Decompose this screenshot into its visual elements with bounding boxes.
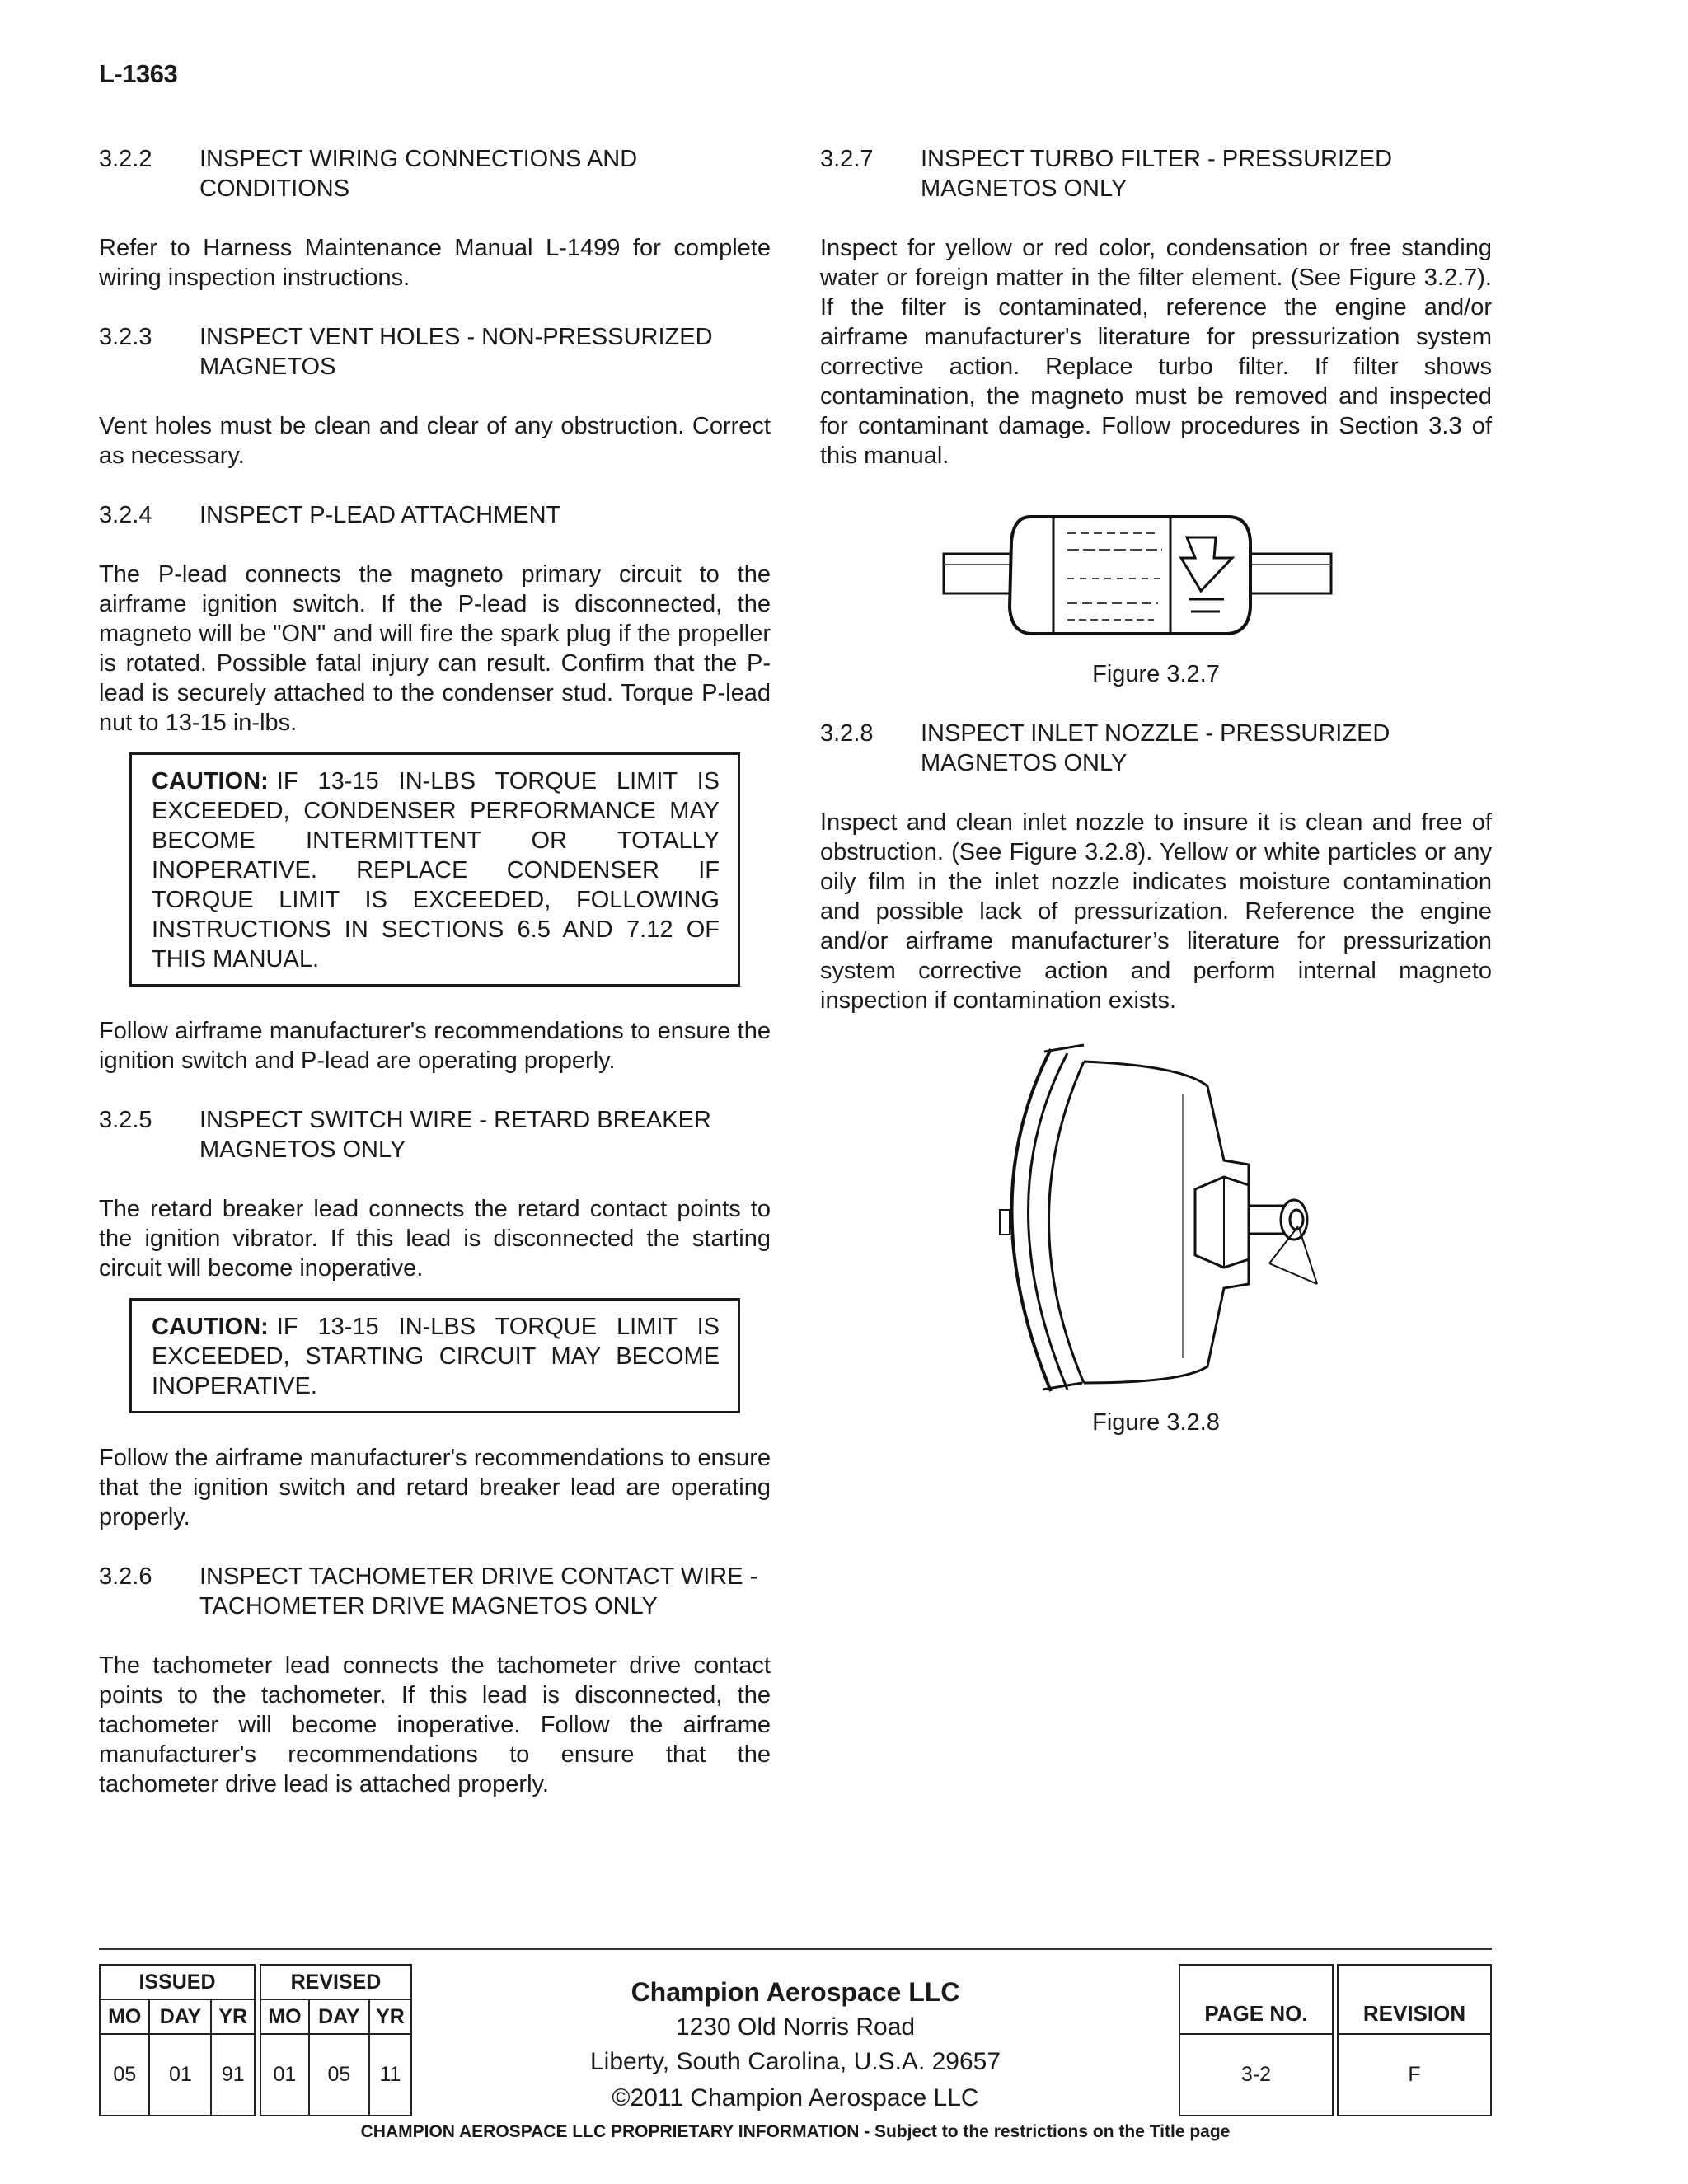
day-header: DAY (309, 1999, 369, 2034)
section-heading-3-2-3 (99, 322, 771, 382)
issued-day: 01 (149, 2034, 211, 2116)
section-number: 3.2.5 (99, 1107, 152, 1133)
revised-table (260, 1964, 412, 2116)
caution-label: CAUTION: (152, 1314, 269, 1340)
page-no-value: 3-2 (1179, 2034, 1333, 2116)
mo-header: MO (260, 1999, 309, 2034)
caution-label: CAUTION: (152, 768, 269, 794)
revised-year: 11 (369, 2034, 411, 2116)
inlet-nozzle-figure (820, 1037, 1492, 1408)
company-block (429, 1964, 1162, 2116)
yr-header: YR (211, 1999, 255, 2034)
day-header: DAY (149, 1999, 211, 2034)
section-title: INSPECT SWITCH WIRE - RETARD BREAKER MAGNETOS ONLY (199, 1107, 711, 1163)
figure-caption: Figure 3.2.8 (1092, 1409, 1220, 1436)
caution-text: IF 13-15 IN-LBS TORQUE LIMIT IS EXCEEDED, CONDENSER PERFORMANCE MAY BECOME INTERMITTENT OR TOTALLY INOPERATIVE. REPLACE CONDENSER IF TORQUE LIMIT IS EXCEEDED, FOLLOWING INSTRUCTIONS IN SECTIONS 6.5 AND 7.12 OF THIS MANUAL. (152, 768, 720, 972)
issued-label: ISSUED (100, 1965, 255, 1999)
company-copyright: ©2011 Champion Aerospace LLC (612, 2084, 979, 2111)
revised-month: 01 (260, 2034, 309, 2116)
company-address-city: Liberty, South Carolina, U.S.A. 29657 (589, 2048, 1001, 2075)
left-column (99, 144, 771, 1829)
section-body-followup: Follow the airframe manufacturer's recommendations to ensure that the ignition switch and retard breaker lead are operating properly. (99, 1445, 771, 1530)
footer-divider (99, 1948, 1492, 1950)
revised-day: 05 (309, 2034, 369, 2116)
section-number: 3.2.7 (820, 146, 874, 172)
section-body: Inspect for yellow or red color, condensation or free standing water or foreign matter in the filter element. (See Figure 3.2.7). If the filter is contaminated, reference the engine and/or airframe manufacturer's literature for pressurization system corrective action. Replace turbo filter. If filter shows contamination, the magneto must be removed and inspected for contaminant damage. Follow procedures in Section 3.3 of this manual. (820, 235, 1492, 469)
mo-header: MO (100, 1999, 149, 2034)
section-title: INSPECT INLET NOZZLE - PRESSURIZED MAGNETOS ONLY (921, 720, 1390, 776)
section-heading-3-2-6 (99, 1562, 771, 1621)
section-number: 3.2.2 (99, 146, 152, 172)
section-body: Refer to Harness Maintenance Manual L-1499 for complete wiring inspection instructions. (99, 235, 771, 291)
section-number: 3.2.4 (99, 502, 152, 528)
document-id: L-1363 (99, 59, 178, 88)
section-body: The retard breaker lead connects the retard contact points to the ignition vibrator. If this lead is disconnected the starting circuit will become inoperative. (99, 1196, 771, 1282)
section-body: The tachometer lead connects the tachometer drive contact points to the tachometer. If this lead is disconnected, the tachometer will become inoperative. Follow the airframe manufacturer's recommendations to ensure that the tachometer drive lead is attached properly. (99, 1652, 771, 1797)
revision-value: F (1338, 2034, 1491, 2116)
revised-label: REVISED (260, 1965, 411, 1999)
revision-box (1337, 1964, 1492, 2116)
page-no-label: PAGE NO. (1179, 1965, 1333, 2034)
page-number-table (1179, 1964, 1334, 2116)
section-heading-3-2-5 (99, 1105, 771, 1165)
section-number: 3.2.3 (99, 324, 152, 350)
caution-box (129, 752, 740, 987)
company-address-street: 1230 Old Norris Road (675, 2013, 916, 2041)
section-heading-3-2-8 (820, 719, 1492, 778)
turbo-filter-illustration (820, 500, 1492, 653)
section-body: Inspect and clean inlet nozzle to insure it is clean and free of obstruction. (See Figure 3.2.8). Yellow or white particles or any oily film in the inlet nozzle indicates moisture contamination and possible lack of pressurization. Reference the engine and/or airframe manufacturer’s literature for pressurization system corrective action and perform internal magneto inspection if contamination exists. (820, 809, 1492, 1014)
section-title: INSPECT P-LEAD ATTACHMENT (199, 502, 561, 528)
revised-date-table (260, 1964, 412, 2116)
proprietary-notice: CHAMPION AEROSPACE LLC PROPRIETARY INFORMATION - Subject to the restrictions on the Title page (360, 2122, 1231, 2141)
company-name: Champion Aerospace LLC (631, 1977, 960, 2007)
section-body: The P-lead connects the magneto primary circuit to the airframe ignition switch. If the P-lead is disconnected, the magneto will be "ON" and will fire the spark plug if the propeller is rotated. Possible fatal injury can result. Confirm that the P-lead is securely attached to the condenser stud. Torque P-lead nut to 13-15 in-lbs. (99, 561, 771, 736)
issued-year: 91 (211, 2034, 255, 2116)
section-title: INSPECT TACHOMETER DRIVE CONTACT WIRE - TACHOMETER DRIVE MAGNETOS ONLY (199, 1563, 758, 1619)
turbo-filter-figure (820, 500, 1492, 653)
caution-box (129, 1298, 740, 1413)
section-number: 3.2.8 (820, 720, 874, 747)
section-number: 3.2.6 (99, 1563, 152, 1590)
section-body-followup: Follow airframe manufacturer's recommendations to ensure the ignition switch and P-lead are operating properly. (99, 1018, 771, 1074)
issued-date-table (99, 1964, 256, 2116)
section-body: Vent holes must be clean and clear of any obstruction. Correct as necessary. (99, 413, 771, 469)
revision-label: REVISION (1338, 1965, 1491, 2034)
section-title: INSPECT WIRING CONNECTIONS AND CONDITIONS (199, 146, 638, 202)
section-title: INSPECT VENT HOLES - NON-PRESSURIZED MAGNETOS (199, 324, 713, 380)
inlet-nozzle-illustration (820, 1037, 1492, 1408)
section-heading-3-2-2 (99, 144, 771, 204)
caution-text: IF 13-15 IN-LBS TORQUE LIMIT IS EXCEEDED, STARTING CIRCUIT MAY BECOME INOPERATIVE. (152, 1314, 720, 1399)
section-title: INSPECT TURBO FILTER - PRESSURIZED MAGNETOS ONLY (921, 146, 1393, 202)
section-heading-3-2-7 (820, 144, 1492, 204)
right-column (820, 144, 1492, 1467)
figure-caption: Figure 3.2.7 (1092, 661, 1220, 687)
page-number-box (1179, 1964, 1334, 2116)
revision-table (1337, 1964, 1492, 2116)
issued-table (99, 1964, 256, 2116)
section-heading-3-2-4 (99, 500, 771, 530)
issued-month: 05 (100, 2034, 149, 2116)
yr-header: YR (369, 1999, 411, 2034)
